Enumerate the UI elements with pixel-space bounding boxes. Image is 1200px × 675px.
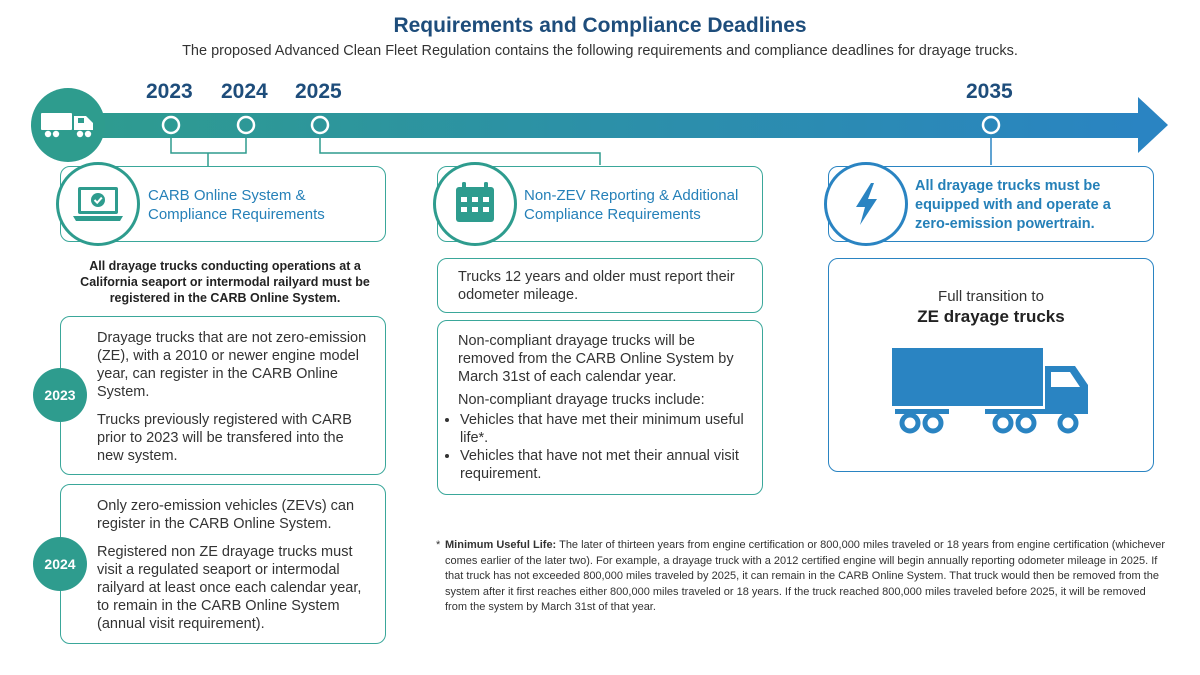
col1-header-text: CARB Online System & Compliance Requirements xyxy=(148,187,325,223)
col2-icon-circle xyxy=(433,162,517,246)
bullet-item: • Vehicles that have met their minimum useful life*. xyxy=(460,411,758,447)
laptop-check-icon xyxy=(59,165,137,243)
col2-box2-p1: Non-compliant drayage trucks will be removed from the CARB Online System by March 31st of each calendar year. xyxy=(458,333,734,385)
box-truck-icon xyxy=(885,345,1100,440)
year-2025: 2025 xyxy=(295,80,342,103)
footnote-label: Minimum Useful Life: xyxy=(445,539,557,551)
box-2023-p1: Drayage trucks that are not zero-emission (ZE), with a 2010 or newer engine model year, can register in the CARB Online System. xyxy=(97,330,367,400)
bullet-item: • Vehicles that have not met their annual visit requirement. xyxy=(460,447,758,483)
box-2024-p2: Registered non ZE drayage trucks must visit a regulated seaport or intermodal railyard at least once each calendar year, to remain in the CARB Online System (annual visit requirement). xyxy=(97,544,362,632)
col2-header-text: Non-ZEV Reporting & Additional Compliance Requirements xyxy=(524,187,739,223)
col3-header-text: All drayage trucks must be equipped with and operate a zero-emission powertrain. xyxy=(915,178,1111,232)
badge-2023: 2023 xyxy=(33,368,87,422)
col3-icon-circle xyxy=(824,162,908,246)
box-2024-p1: Only zero-emission vehicles (ZEVs) can register in the CARB Online System. xyxy=(97,498,355,532)
col1-intro: All drayage trucks conducting operations at a California seaport or intermodal railyard must be registered in the CARB Online System. xyxy=(80,259,370,305)
year-2024: 2024 xyxy=(221,80,268,103)
col2-box1-text: Trucks 12 years and older must report their odometer mileage. xyxy=(458,269,735,303)
year-2023: 2023 xyxy=(146,80,193,103)
footnote xyxy=(445,538,1165,616)
lightning-icon xyxy=(827,165,905,243)
badge-2024: 2024 xyxy=(33,537,87,591)
footnote-marker: * xyxy=(436,539,441,551)
col2-box2-p2: Non-compliant drayage trucks include: xyxy=(458,392,705,408)
footnote-text: The later of thirteen years from engine certification or 800,000 miles traveled or 18 years from engine certification (whichever comes earlier of the later two). For example, a drayage truck with a 2012 certified engine will begin annually reporting odometer mileage in 2025. If that truck has not exceeded 800,000 miles traveled by 2025, it can remain in the CARB Online System. That truck would then be removed from the system after it first reaches either 800,000 miles traveled or 18 years. If the truck reached 800,000 miles traveled before 2025, it will be removed from the system by March 31st of that year. xyxy=(445,539,1165,613)
page-title: Requirements and Compliance Deadlines xyxy=(393,14,807,37)
col2-bullets xyxy=(446,411,758,483)
col3-line1: Full transition to xyxy=(938,288,1044,305)
box-2023-p2: Trucks previously registered with CARB prior to 2023 will be transfered into the new system. xyxy=(97,412,352,464)
col3-line2: ZE drayage trucks xyxy=(917,307,1065,326)
calendar-icon xyxy=(436,165,514,243)
col1-icon-circle xyxy=(56,162,140,246)
page-subtitle: The proposed Advanced Clean Fleet Regulation contains the following requirements and compliance deadlines for drayage trucks. xyxy=(182,43,1018,59)
year-2035: 2035 xyxy=(966,80,1013,103)
